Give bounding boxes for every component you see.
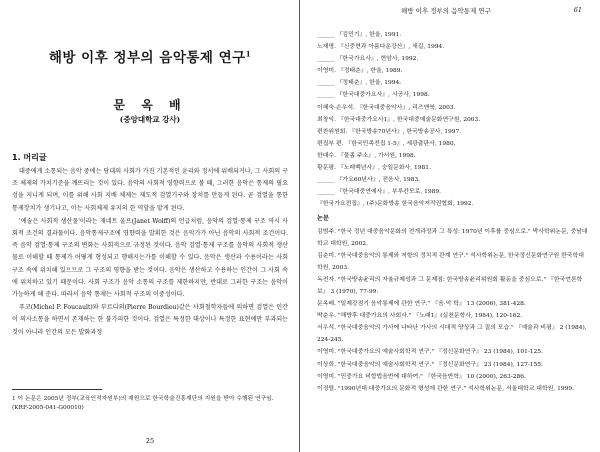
reference-entry: ______ 『가요60년사』, 전음사, 1983. [317,177,421,184]
right-page [301,0,600,452]
reference-entry: 최창익. 『한국대중가요사1』, 한국대중예술문화연구원, 2003. [317,116,481,123]
author-name: 문 옥 배 [113,98,187,112]
reference-entry: 이정렬. "1990년대 대중가요의 문화적 형성에 관한 연구." 석사학위논문, 서울대학교 대학원, 1999. [317,385,574,392]
running-head: 해방 이후 정부의 음악통제 연구 [401,7,491,15]
reference-entry: 한대수. 『물좀 주소』, 가서원, 1998. [317,152,416,159]
reference-entry: 황문평. 『노래백년사』, 숭일문화사, 1981. [317,165,431,172]
reference-entry: 편찬위원회. 『한국방송70년사』, 한국방송공사, 1997. [317,128,462,135]
paragraph: 푸코(Michel P. Foucault)와 부르디외(Pierre Bourdieu)같은 사회철학자들에 의하면 검열은 인간이 의사소통을 하면서 존재하는 한 불가피한 것이다. 검열은 특정한 대상이나 특정한 표현에만 부과되는 것이 아니라 인간의 모든 발화과정 [12,304,288,336]
reference-entry: 김범주. "한국 정년 대중음악문화의 전개과정과 그 특성: 1970년 이후를 중심으로." 박사학위논문, 중남대학교 대학원, 2002. [317,228,588,247]
paragraph: '예술은 사회적 생산물'이라는 재네트 울프(Janet Wolff)의 언급처럼, 음악의 검열·통제 구조 역시 사회적 조건의 결과물이다. 음악통제구조에 영향력을 발휘한 것은 음악가가 아닌 음악의 사회적 조건이다. 즉 음악 검열·통제 구조의 변화는 사회적으로 규정된 것이다. 음악 검열·통제 구조를 음악의 사회적 생산물로 이해할 때 통제가 어떻게 형성되고 행해지는가를 이해할 수 있다. 음악은 생산과 수용이라는 사회 구조 속에 위치해 있으므로 그 구조의 영향을 받는 것이다. 음악은 생산하고 수용하는 인간이 그 사회 속에 위치하고 있기 때문이다. 사회 구조가 음악 소통의 구조를 제한하지만, 반대로 그러한 구조는 음악이 가능하게 해 준다. 따라서 음악 통제는 사회적 구조의 이중성이다. [12,217,288,299]
reference-entry: 이영미. 『정태춘』, 한울, 1989. [317,68,403,75]
body-text [12,166,288,339]
footnote: 1 이 논문은 2005년 정부(교육인적자원부)의 재원으로 한국학술진흥재단의 지원을 받아 수행된 연구임. (KRF-2005-041-G00010) [12,396,274,411]
reference-entry: ______ 『한국대중연예사』, 부루칸모로, 1989. [317,189,441,196]
reference-entry: 이상희. "한국대중음악의 예술사회학적 연구." 『정신문화연구』 23 (1984), 127-155. [317,361,543,368]
reference-entry: 『한국가요전집』, (주)문화방송 한국음악저작권협회, 1992. [317,201,474,208]
title-footnote-marker: 1 [245,49,252,59]
author-affiliation: (중앙대학교 강사) [119,115,181,124]
reference-entry: ______ 『한국가요사』, 현암사, 1992. [317,56,419,63]
reference-entry: ______ 『김민기』, 한울, 1991. [317,32,402,38]
paragraph: 대중에게 소통되는 음악 중에는 당대의 사회가 가진 기본적인 윤리와 정서에 위배되거나, 그 사회의 구조 체제의 가치기준을 깨뜨리는 것이 있다. 음악의 사회적 영향력으로 볼 때, 그러한 음악은 통제의 필요성을 지니게 되며, 이를 위해 사회 지배 체제는 제도적 검열기구와 장치를 만들게 된다. 곧 검열을 통한 통제장치가 생기나고, 이는 사회체제 유지의 한 역할을 맡게 된다. [12,168,288,212]
reference-entry: 이영미. "민중가요 비합법음반에 대하여." 『한국음반학』 10 (2000), 263-286. [317,373,526,380]
reference-entry: 김춘미. "한국대중음악의 통제와 저항의 정치적 관계 연구." 석사학위논문, 한국정신문화연구원 한국학대학원, 2003. [317,252,584,271]
reference-entry: 편집부 편. 『한국민족전집 1-5』, 세광출판사, 1980. [317,140,456,147]
references-subheading: 논문 [317,215,329,223]
page-number: 61 [573,6,582,14]
page-number: 25 [145,437,155,445]
reference-entry: 서우석. "한국대중음악의 가사에 나타난 가사의 시대적 양상과 그 질의 모습." 『예술과 비평』 2 (1984), 224-245. [317,325,587,344]
section-heading: 1. 머리글 [12,153,47,162]
reference-entry: 문옥배. "일제강점기 음악통제에 관한 연구." 『음·악 학』 13 (2006), 381-428. [317,301,526,308]
reference-entry: ______ 『한국대중가요사』, 시공사, 1998. [317,92,430,99]
reference-entry: 박춘우. "해방후 대중가요의 사회사." 『노래1』(실천문학사, 1984), 120-162. [317,313,523,320]
reference-entry: 이영미. "한국대중가요의 예술사회학적 연구." 『정신문화연구』 23 (1984), 101-125. [317,349,543,356]
reference-entry: ______ 『정태춘』, 한울, 1994. [317,80,402,87]
footnote-rule [12,389,102,390]
reference-entry: 독전자. "한국방송윤리의 자율규제성과 그 문제점: 한국방송윤리위원회 활동을 중심으로." 『한국언론학보』 3 (1970), 77-99. [317,276,583,295]
paper-title: 해방 이후 정부의 음악통제 연구$^1$ [48,49,252,66]
reference-entry: 노재명. 『신중현과 아름다운강산』, 새길, 1994. [317,44,445,51]
reference-list [317,29,589,395]
reference-entry: 이혜숙·손우석. 『한국대중음악사』, 리즈앤북, 2003. [317,104,456,111]
